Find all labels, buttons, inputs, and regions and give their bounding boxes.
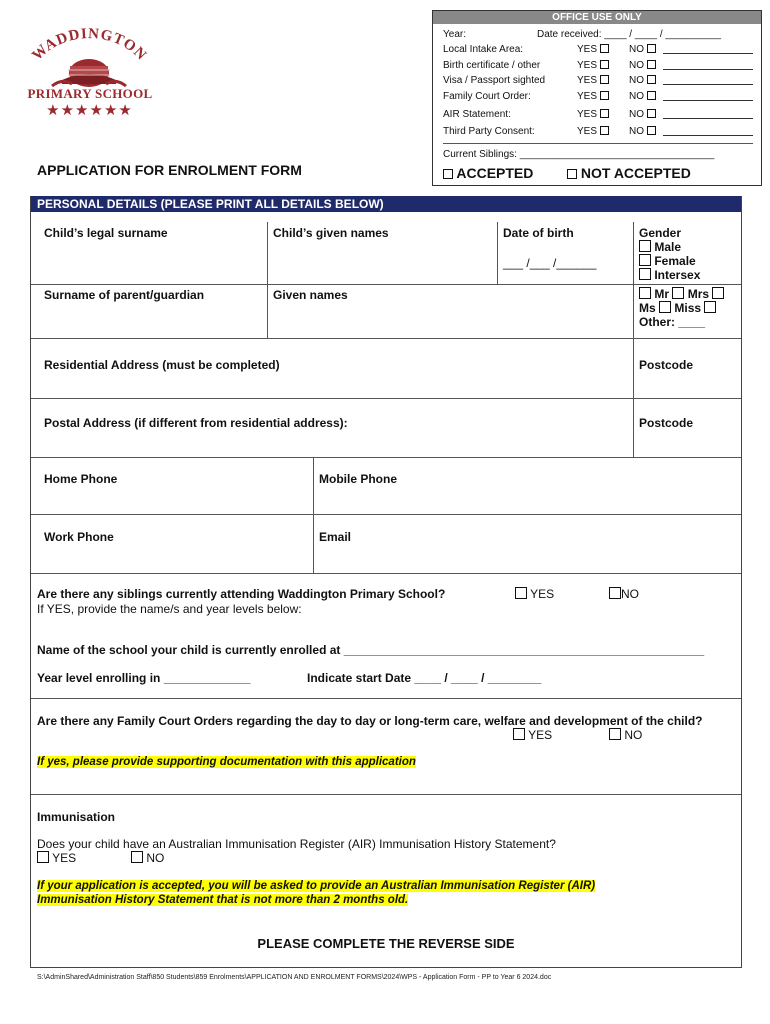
air-office-yes-checkbox[interactable] [600,109,609,118]
miss-checkbox[interactable] [704,301,716,313]
ms-checkbox[interactable] [659,301,671,313]
gender-male-option: Male [639,240,681,254]
immunisation-no-checkbox[interactable] [131,851,143,863]
form-title: APPLICATION FOR ENROLMENT FORM [37,162,302,178]
intake-no-checkbox[interactable] [647,44,656,53]
legal-surname-label: Child’s legal surname [44,226,168,240]
logo-stars: ★★★★★★ [46,102,133,119]
mrs-checkbox[interactable] [672,287,684,299]
mr-checkbox[interactable] [639,287,651,299]
footer-file-path: S:\AdminShared\Administration Staff\850 Students\859 Enrolments\APPLICATION AND ENROLMENT FORMS\2024\WPS - Application Form - PP to Year 6 2024.doc [37,974,552,981]
postcode2-label: Postcode [639,416,694,430]
immunisation-yes-checkbox[interactable] [37,851,49,863]
start-date-field[interactable]: Indicate start Date ____ / ____ / ________ [307,671,542,685]
immunisation-question: Does your child have an Australian Immunisation Register (AIR) Immunisation History Statement? [37,837,556,851]
consent-yes-checkbox[interactable] [600,126,609,135]
residential-label: Residential Address (must be completed) [44,358,280,372]
birth-no-checkbox[interactable] [647,60,656,69]
gender-female-option: Female [639,254,696,268]
title-row-1: Mr Mrs [639,287,724,301]
office-row-visa: Visa / Passport sighted YES NO [443,74,753,87]
dob-label: Date of birth [503,226,574,240]
office-siblings: Current Siblings: ___________________________________ [443,149,715,160]
visa-yes-checkbox[interactable] [600,75,609,84]
work-phone-label: Work Phone [44,530,114,544]
given-names-label: Child’s given names [273,226,389,240]
court-yes-option: YES [513,728,552,742]
email-label: Email [319,530,352,544]
office-row-court: Family Court Order: YES NO [443,90,753,103]
title-row-2: Ms Miss [639,301,716,315]
court-no-checkbox[interactable] [609,728,621,740]
accepted-option: ACCEPTED [443,165,533,181]
logo-arc-text: WADDINGTON [29,25,150,64]
office-row-intake: Local Intake Area: YES NO [443,43,753,56]
reverse-side-note: PLEASE COMPLETE THE REVERSE SIDE [257,936,515,951]
court-no-option: NO [609,728,642,742]
office-header: OFFICE USE ONLY [433,11,761,24]
parent-given-label: Given names [273,288,348,302]
male-checkbox[interactable] [639,240,651,252]
school-logo [22,18,157,123]
intake-yes-checkbox[interactable] [600,44,609,53]
siblings-yes-option: YES [515,587,554,601]
immunisation-yes-option: YES [37,851,76,865]
intersex-checkbox[interactable] [639,268,651,280]
gender-intersex-option: Intersex [639,268,700,282]
not-accepted-option: NOT ACCEPTED [567,165,691,181]
immunisation-note-2: Immunisation History Statement that is not more than 2 months old. [37,894,409,906]
court-question: Are there any Family Court Orders regarding the day to day or long-term care, welfare and development of the child? [37,714,703,728]
office-date-received: Date received: ____ / ____ / __________ [537,29,722,40]
home-phone-label: Home Phone [44,472,118,486]
office-row-air: AIR Statement: YES NO [443,108,753,121]
air-office-no-checkbox[interactable] [647,109,656,118]
gender-label: Gender [639,226,682,240]
postcode-label: Postcode [639,358,694,372]
siblings-no-option: NO [609,587,639,601]
office-use-box [432,10,762,186]
not-accepted-checkbox[interactable] [567,169,577,179]
office-row-birth: Birth certificate / other YES NO [443,59,753,72]
office-row-consent: Third Party Consent: YES NO [443,125,753,138]
mrs-extra-checkbox[interactable] [712,287,724,299]
parent-surname-label: Surname of parent/guardian [44,288,205,302]
siblings-question: Are there any siblings currently attending Waddington Primary School? [37,587,446,601]
court-office-no-checkbox[interactable] [647,91,656,100]
logo-subtitle: PRIMARY SCHOOL [27,86,153,101]
mobile-phone-label: Mobile Phone [319,472,397,486]
court-yes-checkbox[interactable] [513,728,525,740]
year-level-field[interactable]: Year level enrolling in _____________ [37,671,251,685]
visa-no-checkbox[interactable] [647,75,656,84]
court-note: If yes, please provide supporting documentation with this application [37,756,416,768]
court-office-yes-checkbox[interactable] [600,91,609,100]
dob-field[interactable]: ___ /___ /______ [503,256,597,270]
immunisation-no-option: NO [131,851,164,865]
postal-label: Postal Address (if different from residential address): [44,416,348,430]
female-checkbox[interactable] [639,254,651,266]
office-year-row [443,28,753,41]
siblings-provide: If YES, provide the name/s and year levels below: [37,602,302,616]
title-other: Other: ____ [639,315,706,329]
birth-yes-checkbox[interactable] [600,60,609,69]
immunisation-title: Immunisation [37,810,116,824]
immunisation-note-1: If your application is accepted, you will be asked to provide an Australian Immunisation Register (AIR) [37,880,596,892]
consent-no-checkbox[interactable] [647,126,656,135]
current-school-field[interactable]: Name of the school your child is currently enrolled at ______________________________________________________ [37,643,705,657]
personal-header: PERSONAL DETAILS (PLEASE PRINT ALL DETAILS BELOW) [37,197,384,211]
enrolment-form [30,196,742,968]
accepted-checkbox[interactable] [443,169,453,179]
office-year-label: Year: [443,29,466,40]
siblings-yes-checkbox[interactable] [515,587,527,599]
personal-header-bar [31,196,741,212]
siblings-no-checkbox[interactable] [609,587,621,599]
